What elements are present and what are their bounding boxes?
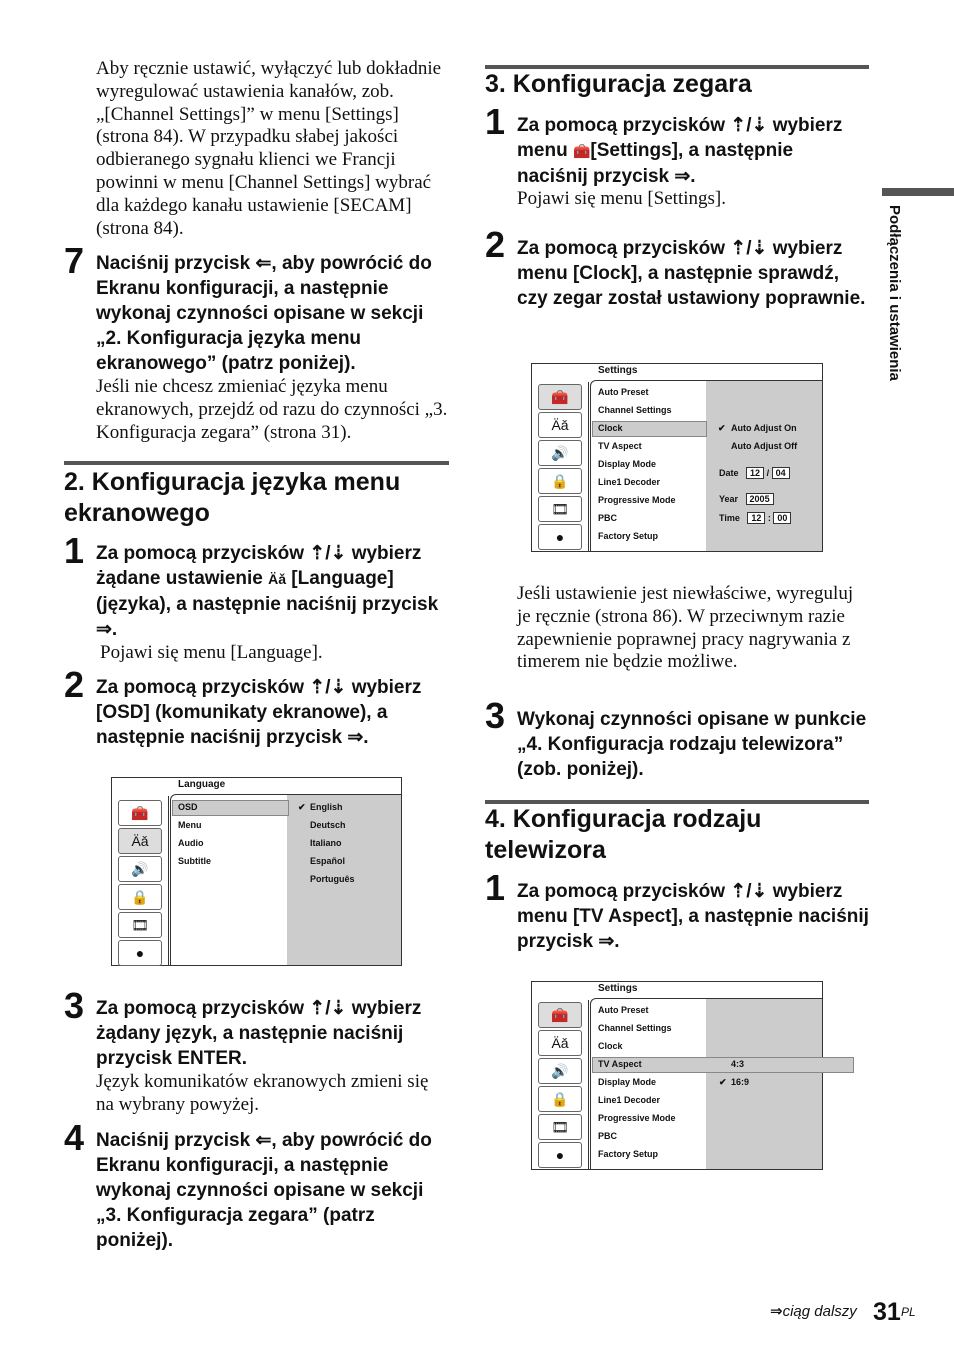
step2-bold-b: wybierz [OSD] (komunikaty ekranowe), a następnie naciśnij przycisk	[96, 677, 422, 748]
language-code: PL	[901, 1305, 916, 1319]
year-field: 2005	[746, 493, 774, 505]
time-row	[719, 512, 791, 524]
menu-item: TV Aspect	[598, 441, 642, 451]
menu-item: Channel Settings	[598, 1023, 672, 1033]
clock-after-text: Jeśli ustawienie jest niewłaściwe, wyreguluj je ręcznie (strona 86). W przeciwnym razie zapewnienie poprawnej pracy nagrywania z timerem nie będzie możliwe.	[517, 583, 854, 673]
step7-text: Jeśli nie chcesz zmieniać języka menu ekranowych, przejdź od razu do czynności „3. Konfiguracja zegara” (strona 31).	[96, 376, 448, 443]
clock-settings-menu-screen	[531, 363, 823, 552]
menu-title: Language	[178, 779, 226, 790]
menu-item: Audio	[178, 838, 204, 848]
menu-item: Factory Setup	[598, 531, 659, 541]
settings-toolbox-icon: 🧰	[118, 800, 162, 826]
check-icon: ✔	[718, 423, 726, 433]
tv-step1-bold-b: wybierz menu [TV Aspect], a następnie naciśnij przycisk	[517, 881, 869, 952]
side-tab-bar	[882, 188, 954, 196]
clock-step2-bold-b: wybierz menu [Clock], a następnie sprawdź, czy zegar został ustawiony poprawnie.	[517, 238, 866, 309]
menu-item: Display Mode	[598, 459, 657, 469]
clock-step1-text: Pojawi się menu [Settings].	[517, 188, 726, 209]
arrow-right-icon: ⇒	[674, 166, 691, 187]
step2-bold-a: Za pomocą przycisków	[96, 677, 310, 698]
arrow-up-icon: ⇡	[309, 677, 326, 698]
step1-bold-b: wybierz żądane ustawienie	[96, 543, 422, 589]
date-day-field: 12	[746, 467, 764, 479]
clock-step2-bold-a: Za pomocą przycisków	[517, 238, 731, 259]
arrow-down-icon: ⇣	[751, 238, 768, 259]
clock-step3-instruction: Wykonaj czynności opisane w punkcie „4. Konfiguracja rodzaju telewizora” (zob. poniżej).	[517, 709, 867, 780]
clock-option: Auto Adjust On	[731, 423, 797, 433]
step3-text: Język komunikatów ekranowych zmieni się na wybrany powyżej.	[96, 1071, 429, 1115]
lock-icon: 🔒	[538, 468, 582, 494]
tv-step1-instruction: Za pomocą przycisków ⇡/⇣ wybierz menu [TV Aspect], a następnie naciśnij przycisk ⇒.	[517, 881, 869, 952]
arrow-right-icon: ⇒	[347, 727, 364, 748]
lock-icon: 🔒	[118, 884, 162, 910]
menu-icon-column	[112, 796, 169, 965]
menu-item: Progressive Mode	[598, 495, 676, 505]
menu-item: Auto Preset	[598, 387, 649, 397]
side-tab-label: Podłączenia i ustawienia	[886, 205, 903, 381]
menu-title: Settings	[598, 983, 638, 994]
intro-paragraph: Aby ręcznie ustawić, wyłączyć lub dokładnie wyregulować ustawienia kanałów, zob. „[Channel Settings]” w menu [Settings] (strona 84). W przypadku słabej jakości odbieranego sygnału klienci we Francji powinni w menu [Channel Settings] wybrać dla każdego kanału ustawienie [SECAM] (strona 84).	[96, 58, 442, 239]
step1-bold-a: Za pomocą przycisków	[96, 543, 310, 564]
language-option: English	[310, 802, 343, 812]
tv-aspect-menu-screen	[531, 981, 823, 1170]
clock-option: Auto Adjust Off	[731, 441, 798, 451]
step-number: 3	[64, 985, 85, 1026]
clock-step1-bold-a: Za pomocą przycisków	[517, 115, 731, 136]
menu-item: Clock	[598, 423, 623, 433]
language-icon: Äǎ	[118, 828, 162, 854]
year-row	[719, 493, 774, 505]
arrow-down-icon: ⇣	[330, 998, 347, 1019]
step2-instruction: Za pomocą przycisków ⇡/⇣ wybierz [OSD] (komunikaty ekranowe), a następnie naciśnij przycisk ⇒.	[96, 677, 422, 748]
continued-note	[770, 1302, 857, 1320]
continued-label: ciąg dalszy	[782, 1303, 857, 1320]
step-number: 2	[64, 664, 85, 705]
language-option: Deutsch	[310, 820, 346, 830]
speaker-icon: 🔊	[538, 1058, 582, 1084]
step3-bold-b: wybierz żądany język, a następnie naciśnij przycisk ENTER.	[96, 998, 422, 1069]
arrow-right-icon: ⇒	[96, 619, 112, 640]
settings-toolbox-icon: 🧰	[538, 384, 582, 410]
page-number: 31	[873, 1298, 901, 1326]
arrow-up-icon: ⇡	[730, 238, 747, 259]
step3-bold-a: Za pomocą przycisków	[96, 998, 310, 1019]
clock-step1-bold-c: [Settings], a następnie naciśnij przycisk	[517, 140, 794, 187]
arrow-left-icon: ⇐	[255, 253, 272, 274]
lock-icon: 🔒	[538, 1086, 582, 1112]
arrow-down-icon: ⇣	[330, 543, 347, 564]
step7-instruction	[96, 251, 448, 376]
time-separator: :	[767, 513, 771, 523]
language-icon: Äǎ	[538, 1030, 582, 1056]
language-option: Português	[310, 874, 355, 884]
step-number: 1	[485, 101, 506, 142]
step7-bold-b: , aby powrócić do Ekranu konfiguracji, a następnie wykonaj czynności opisane w sekcji „2. Konfiguracja języka menu ekranowego” (patrz poniżej).	[96, 253, 432, 374]
check-icon: ✔	[298, 802, 306, 812]
language-icon: Äǎ	[538, 412, 582, 438]
step1-bold-c: [Language] (języka), a następnie naciśnij przycisk	[96, 568, 439, 615]
language-icon: Äǎ	[268, 571, 287, 587]
language-option: Italiano	[310, 838, 342, 848]
clock-step1-bold-b: wybierz menu	[517, 115, 843, 161]
aspect-option: 16:9	[731, 1077, 750, 1087]
film-icon: 🎞	[538, 496, 582, 522]
speaker-icon: 🔊	[118, 856, 162, 882]
menu-item: PBC	[598, 513, 618, 523]
clock-step2-instruction: Za pomocą przycisków ⇡/⇣ wybierz menu [Clock], a następnie sprawdź, czy zegar został ustawiony poprawnie.	[517, 238, 866, 309]
arrow-left-icon: ⇐	[255, 1130, 272, 1151]
speaker-icon: 🔊	[538, 440, 582, 466]
menu-panel	[170, 794, 401, 965]
year-label: Year	[719, 494, 739, 504]
step7-bold-a: Naciśnij przycisk	[96, 253, 256, 274]
arrow-up-icon: ⇡	[309, 543, 326, 564]
menu-item: OSD	[178, 802, 198, 812]
menu-item: Line1 Decoder	[598, 477, 661, 487]
menu-item: TV Aspect	[598, 1059, 642, 1069]
arrow-down-icon: ⇣	[751, 115, 768, 136]
menu-icon-column	[532, 1000, 589, 1169]
menu-item: Menu	[178, 820, 202, 830]
time-minute-field: 00	[773, 512, 791, 524]
menu-item: Clock	[598, 1041, 623, 1051]
date-separator: /	[766, 468, 770, 478]
step-number: 2	[485, 224, 506, 265]
arrow-up-icon: ⇡	[309, 998, 326, 1019]
step3-instruction: Za pomocą przycisków ⇡/⇣ wybierz żądany język, a następnie naciśnij przycisk ENTER.	[96, 998, 422, 1069]
arrow-down-icon: ⇣	[330, 677, 347, 698]
disc-icon: ●	[538, 1142, 582, 1168]
step4-bold-a: Naciśnij przycisk	[96, 1130, 256, 1151]
step4-instruction	[96, 1128, 448, 1253]
menu-item: Line1 Decoder	[598, 1095, 661, 1105]
date-month-field: 04	[772, 467, 790, 479]
step1-text: Pojawi się menu [Language].	[100, 642, 323, 663]
menu-icon-column	[532, 382, 589, 551]
step4-bold-b: , aby powrócić do Ekranu konfiguracji, a następnie wykonaj czynności opisane w sekcji „3. Konfiguracja zegara” (patrz poniżej).	[96, 1130, 432, 1251]
tv-step1-bold-a: Za pomocą przycisków	[517, 881, 731, 902]
menu-item: Auto Preset	[598, 1005, 649, 1015]
check-icon: ✔	[719, 1077, 727, 1087]
menu-item: Display Mode	[598, 1077, 657, 1087]
section-rule	[64, 461, 449, 465]
step-number: 4	[64, 1117, 85, 1158]
step1-instruction: Za pomocą przycisków ⇡/⇣ wybierz żądane ustawienie Äǎ [Language] (języka), a następnie naciśnij przycisk ⇒.	[96, 543, 439, 640]
date-label: Date	[719, 468, 739, 478]
menu-item: Factory Setup	[598, 1149, 659, 1159]
clock-step1-instruction: Za pomocą przycisków ⇡/⇣ wybierz menu 🧰[Settings], a następnie naciśnij przycisk ⇒.	[517, 115, 843, 187]
menu-title: Settings	[598, 365, 638, 376]
language-option: Español	[310, 856, 346, 866]
film-icon: 🎞	[538, 1114, 582, 1140]
time-label: Time	[719, 513, 740, 523]
menu-item: PBC	[598, 1131, 618, 1141]
arrow-down-icon: ⇣	[751, 881, 768, 902]
time-hour-field: 12	[747, 512, 765, 524]
menu-item: Channel Settings	[598, 405, 672, 415]
step-number: 1	[485, 867, 506, 908]
menu-item: Progressive Mode	[598, 1113, 676, 1123]
menu-item: Subtitle	[178, 856, 211, 866]
date-row	[719, 467, 790, 479]
arrow-up-icon: ⇡	[730, 881, 747, 902]
step-number: 1	[64, 530, 85, 571]
aspect-option: 4:3	[731, 1059, 745, 1069]
language-menu-screen	[111, 777, 402, 966]
arrow-right-icon: ⇒	[770, 1303, 783, 1320]
disc-icon: ●	[118, 940, 162, 966]
step-number: 7	[64, 240, 85, 281]
settings-toolbox-icon: 🧰	[572, 143, 591, 159]
step-number: 3	[485, 695, 506, 736]
arrow-right-icon: ⇒	[598, 931, 615, 952]
settings-toolbox-icon: 🧰	[538, 1002, 582, 1028]
section4-title: 4. Konfiguracja rodzaju telewizora	[485, 805, 762, 864]
disc-icon: ●	[538, 524, 582, 550]
section3-title: 3. Konfiguracja zegara	[485, 70, 752, 98]
section2-title: 2. Konfiguracja języka menu ekranowego	[64, 468, 401, 527]
arrow-up-icon: ⇡	[730, 115, 747, 136]
film-icon: 🎞	[118, 912, 162, 938]
